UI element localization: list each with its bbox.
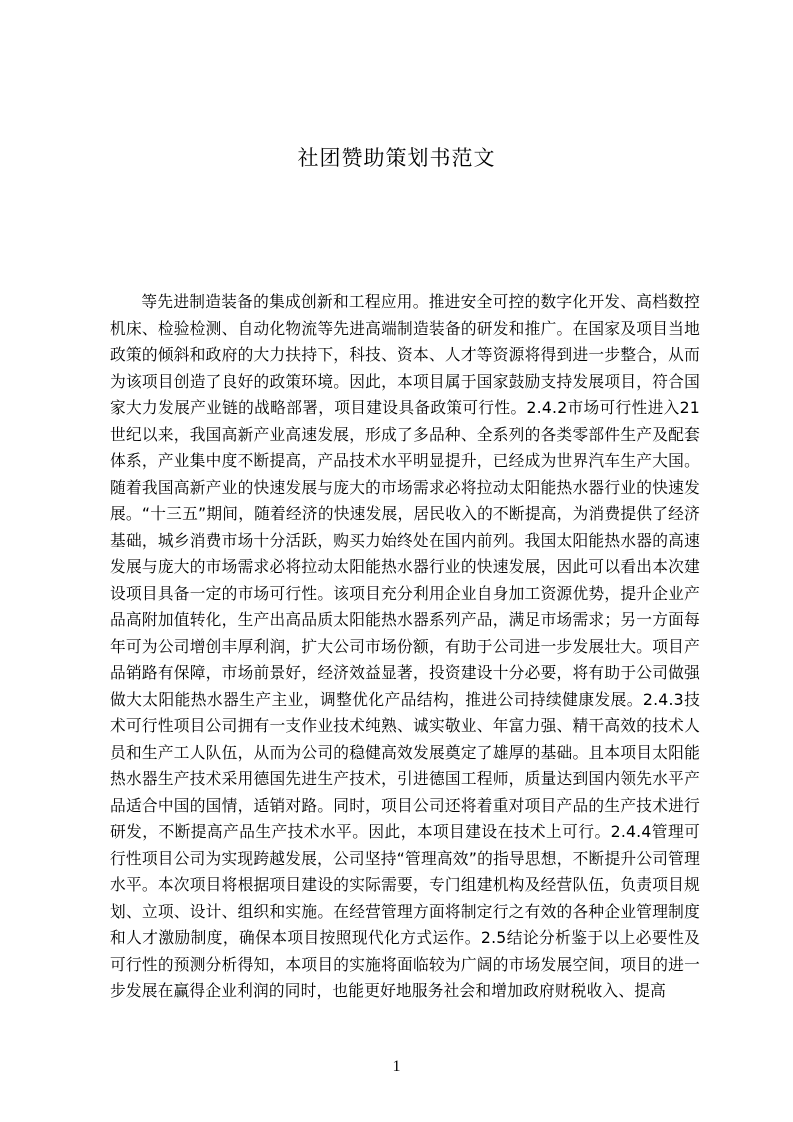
document-body-paragraph: 等先进制造装备的集成创新和工程应用。推进安全可控的数字化开发、高档数控机床、检验检测、自动化物流等先进高端制造装备的研发和推广。在国家及项目当地政策的倾斜和政府的大力扶持下，科技、资本、人才等资源将得到进一步整合，从而为该项目创造了良好的政策环境。因此，本项目属于国家鼓励支持发展项目，符合国家大力发展产业链的战略部署，项目建设具备政策可行性。2.4.2市场可行性进入21世纪以来，我国高新产业高速发展，形成了多品种、全系列的各类零部件生产及配套体系，产业集中度不断提高，产品技术水平明显提升，已经成为世界汽车生产大国。随着我国高新产业的快速发展与庞大的市场需求必将拉动太阳能热水器行业的快速发展。“十三五”期间，随着经济的快速发展，居民收入的不断提高，为消费提供了经济基础，城乡消费市场十分活跃，购买力始终处在国内前列。我国太阳能热水器的高速发展与庞大的市场需求必将拉动太阳能热水器行业的快速发展，因此可以看出本次建设项目具备一定的市场可行性。该项目充分利用企业自身加工资源优势，提升企业产品高附加值转化，生产出高品质太阳能热水器系列产品，满足市场需求；另一方面每年可为公司增创丰厚利润，扩大公司市场份额，有助于公司进一步发展壮大。项目产品销路有保障，市场前景好，经济效益显著，投资建设十分必要，将有助于公司做强做大太阳能热水器生产主业，调整优化产品结构，推进公司持续健康发展。2.4.3技术可行性项目公司拥有一支作业技术纯熟、诚实敬业、年富力强、精干高效的技术人员和生产工人队伍，从而为公司的稳健高效发展奠定了雄厚的基础。且本项目太阳能热水器生产技术采用德国先进生产技术，引进德国工程师，质量达到国内领先水平产品适合中国的国情，适销对路。同时，项目公司还将着重对项目产品的生产技术进行研发，不断提高产品生产技术水平。因此，本项目建设在技术上可行。2.4.4管理可行性项目公司为实现跨越发展，公司坚持“管理高效”的指导思想，不断提升公司管理水平。本次项目将根据项目建设的实际需要，专门组建机构及经营队伍，负责项目规划、立项、设计、组织和实施。在经营管理方面将制定行之有效的各种企业管理制度和人才激励制度，确保本项目按照现代化方式运作。2.5结论分析鉴于以上必要性及可行性的预测分析得知，本项目的实施将面临较为广阔的市场发展空间，项目的进一步发展在赢得企业利润的同时，也能更好地服务社会和增加政府财税收入、提高	[110, 292, 700, 1000]
page-number: 1	[392, 1058, 401, 1075]
document-title: 社团赞助策划书范文	[297, 146, 496, 170]
